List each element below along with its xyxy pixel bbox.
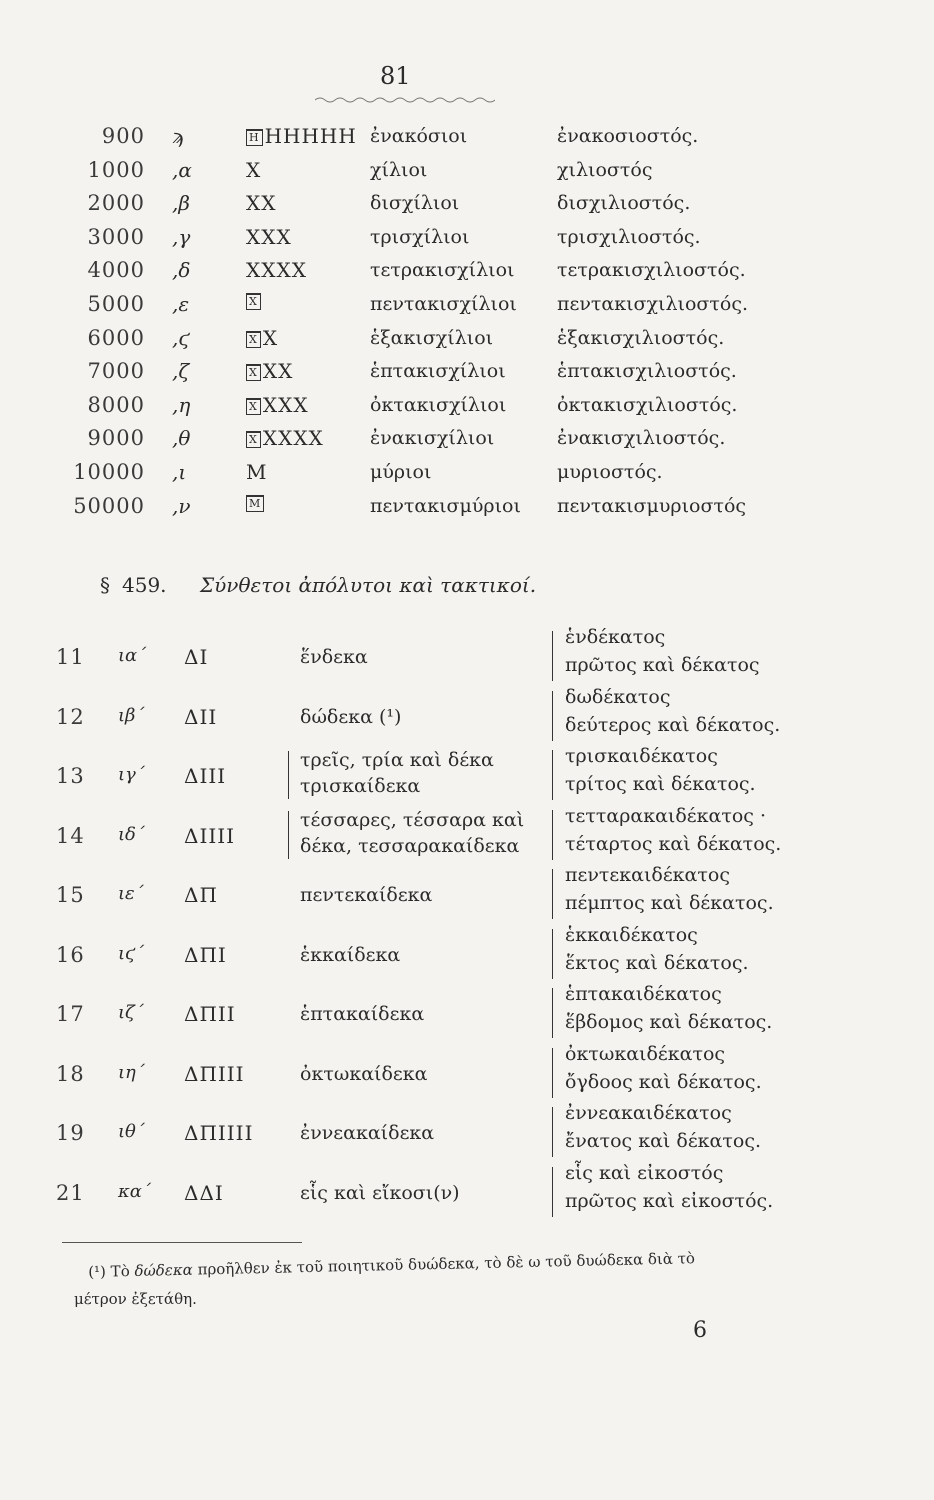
greek-letter-numeral: ιζ΄ [118,1002,144,1023]
cardinal-word: μύριοι [370,461,432,483]
numeral-value: 12 [56,705,85,729]
numeral-value: 19 [56,1121,85,1145]
cardinal-word: ἑκκαίδεκα [300,944,401,966]
brace [552,810,553,860]
cardinal-word: εἷς καὶ εἴκοσι(ν) [300,1182,460,1204]
cardinal-word: ἐνακισχίλιοι [370,427,495,449]
attic-symbols: XX [246,191,277,215]
ordinal-word: ἑξακισχιλιοστός. [557,327,725,349]
ordinal-word: ἑπτακισχιλιοστός. [557,360,737,382]
cardinal-word: δισχίλιοι [370,192,460,214]
attic-symbols: XXX [246,225,292,249]
brace [552,1107,553,1157]
numeral-value: 13 [56,764,85,788]
footnote-marker: (¹) [88,1262,107,1281]
attic-numeral [246,460,267,484]
attic-boxed-symbol: H [246,129,263,146]
numeral-value: 14 [56,824,85,848]
greek-letter-numeral: ιβ΄ [118,705,145,726]
greek-letter-numeral: ϡ [172,124,184,148]
attic-numeral: ΔΙΙΙΙ [184,824,236,848]
numeral-value: 11 [56,645,85,669]
greek-letter-numeral: ,θ [172,426,191,450]
ordinal-word: ὀκτωκαιδέκατος [565,1043,726,1065]
cardinal-word: ἐννεακαίδεκα [300,1122,435,1144]
ordinal-word: ἐννεακαιδέκατος [565,1102,732,1124]
section-title: Σύνθετοι ἀπόλυτοι καὶ τακτικοί. [200,573,537,597]
ordinal-word: τετταρακαιδέκατος · [565,805,767,827]
ordinal-word: πεντακισμυριοστός [557,495,747,517]
greek-letter-numeral: ,α [172,158,192,182]
ordinal-word: πεντακισχιλιοστός. [557,293,749,315]
footer-page-number: 6 [693,1318,707,1343]
attic-numeral: ΔΠΙ [184,943,227,967]
ordinal-word: ἑκκαιδέκατος [565,924,698,946]
brace [552,988,553,1038]
greek-letter-numeral: ιϛ΄ [118,943,145,964]
numeral-value: 50000 [73,494,145,518]
attic-numeral [246,426,324,450]
attic-symbols: XXXX [262,426,324,450]
cardinal-word: τετρακισχίλιοι [370,259,515,281]
attic-symbols: XXXX [246,258,307,282]
cardinal-word: ἑπτακαίδεκα [300,1003,425,1025]
header-ornament [315,96,495,104]
attic-numeral [246,393,309,417]
greek-letter-numeral: ιγ΄ [118,764,145,785]
greek-letter-numeral: ,ι [172,460,187,484]
greek-letter-numeral: ιθ΄ [118,1121,145,1142]
ordinal-word: πρῶτος καὶ δέκατος [565,654,760,676]
attic-numeral [246,258,307,282]
greek-letter-numeral: ,ε [172,292,190,316]
ordinal-word: τετρακισχιλιοστός. [557,259,746,281]
ordinal-word: τρισκαιδέκατος [565,745,718,767]
numeral-value: 3000 [87,225,145,249]
attic-numeral: ΔΙΙ [184,705,218,729]
ordinal-word: ὄγδοος καὶ δέκατος. [565,1071,762,1093]
attic-boxed-symbol: M [246,495,264,512]
numeral-value: 21 [56,1181,85,1205]
attic-numeral: ΔΔΙ [184,1181,224,1205]
footnote-italic-word: δώδεκα [134,1260,194,1280]
cardinal-word: τρισκαίδεκα [300,775,421,797]
greek-letter-numeral: ιη΄ [118,1062,145,1083]
cardinal-word: πεντακισμύριοι [370,495,521,517]
attic-numeral [246,158,261,182]
greek-letter-numeral: κα΄ [118,1181,151,1202]
attic-numeral [246,326,278,350]
numeral-value: 6000 [87,326,145,350]
section-mark: § [100,573,110,597]
ordinal-word: μυριοστός. [557,461,663,483]
numeral-value: 9000 [87,426,145,450]
numeral-value: 17 [56,1002,85,1026]
cardinal-word: ἑξακισχίλιοι [370,327,494,349]
attic-symbols: X [262,326,279,350]
greek-letter-numeral: ,β [172,191,190,215]
attic-symbols: XX [262,359,294,383]
numeral-value: 18 [56,1062,85,1086]
attic-numeral [246,191,276,215]
ordinal-word: ἕβδομος καὶ δέκατος. [565,1011,773,1033]
brace [552,1167,553,1217]
numeral-value: 4000 [87,258,145,282]
ordinal-word: ἐνακισχιλιοστός. [557,427,726,449]
attic-numeral [246,292,263,309]
attic-numeral [246,124,357,148]
attic-numeral: ΔΙ [184,645,209,669]
numeral-value: 8000 [87,393,145,417]
cardinal-word: ἕνδεκα [300,646,368,668]
numeral-value: 2000 [87,191,145,215]
numeral-value: 15 [56,883,85,907]
ordinal-word: τρισχιλιοστός. [557,226,701,248]
cardinal-word: ἑπτακισχίλιοι [370,360,506,382]
footnote-prefix: Τὸ [110,1262,130,1281]
greek-letter-numeral: ιδ΄ [118,824,145,845]
attic-symbols: M [246,460,268,484]
attic-numeral [246,359,293,383]
attic-symbols: X [246,158,262,182]
page-number: 81 [380,62,411,90]
numeral-value: 10000 [73,460,145,484]
numeral-value: 5000 [87,292,145,316]
ordinal-word: τρίτος καὶ δέκατος. [565,773,756,795]
attic-numeral [246,225,292,249]
greek-letter-numeral: ,ζ [172,359,190,383]
ordinal-word: ἑνδέκατος [565,626,666,648]
ordinal-word: τέταρτος καὶ δέκατος. [565,833,782,855]
ordinal-word: δισχιλιοστός. [557,192,691,214]
footnote [88,1249,695,1281]
brace [552,869,553,919]
greek-letter-numeral: ιε΄ [118,883,144,904]
attic-symbols: XXX [262,393,309,417]
ordinal-word: ἐνακοσιοστός. [557,125,699,147]
ordinal-word: ὀκτακισχιλιοστός. [557,394,738,416]
numeral-value: 7000 [87,359,145,383]
footnote-line-2: μέτρον ἐξετάθη. [74,1290,197,1308]
attic-numeral: ΔΠΙΙΙΙ [184,1121,254,1145]
greek-letter-numeral: ,η [172,393,191,417]
ordinal-word: ἑπτακαιδέκατος [565,983,722,1005]
greek-letter-numeral: ,ϛ [172,326,190,350]
section-number: 459. [122,573,167,597]
cardinal-word: πεντακισχίλιοι [370,293,517,315]
attic-boxed-symbol: X [246,431,261,448]
attic-numeral [246,494,266,511]
brace [552,631,553,681]
cardinal-word: ἐνακόσιοι [370,125,468,147]
attic-boxed-symbol: X [246,293,261,310]
ordinal-word: εἷς καὶ εἰκοστός [565,1162,724,1184]
ordinal-word: πεντεκαιδέκατος [565,864,730,886]
attic-numeral: ΔΠ [184,883,218,907]
brace [552,1048,553,1098]
cardinal-word: χίλιοι [370,159,428,181]
numeral-value: 16 [56,943,85,967]
ordinal-word: δωδέκατος [565,686,671,708]
attic-numeral: ΔΙΙΙ [184,764,227,788]
cardinal-word: ὀκτακισχίλιοι [370,394,507,416]
brace [552,691,553,741]
footnote-text: προῆλθεν ἐκ τοῦ ποιητικοῦ δυώδεκα, τὸ δὲ ω τοῦ δυώδεκα διὰ τὸ [197,1249,696,1279]
cardinal-word: ὀκτωκαίδεκα [300,1063,428,1085]
brace [552,750,553,800]
brace [288,811,289,859]
ordinal-word: δεύτερος καὶ δέκατος. [565,714,781,736]
cardinal-word: πεντεκαίδεκα [300,884,433,906]
greek-letter-numeral: ,ν [172,494,191,518]
footnote-rule [62,1242,302,1243]
ordinal-word: πρῶτος καὶ εἰκοστός. [565,1190,774,1212]
greek-letter-numeral: ,γ [172,225,191,249]
ordinal-word: πέμπτος καὶ δέκατος. [565,892,774,914]
greek-letter-numeral: ,δ [172,258,191,282]
ordinal-word: χιλιοστός [557,159,653,181]
cardinal-word: δέκα, τεσσαρακαίδεκα [300,835,520,857]
numeral-value: 1000 [87,158,145,182]
attic-numeral: ΔΠΙΙ [184,1002,236,1026]
cardinal-word: τέσσαρες, τέσσαρα καὶ [300,809,525,831]
cardinal-word: τρισχίλιοι [370,226,470,248]
numeral-value: 900 [101,124,145,148]
cardinal-word: τρεῖς, τρία καὶ δέκα [300,749,494,771]
attic-boxed-symbol: X [246,364,261,381]
ordinal-word: ἕκτος καὶ δέκατος. [565,952,749,974]
attic-numeral: ΔΠΙΙΙ [184,1062,245,1086]
cardinal-word: δώδεκα (¹) [300,706,402,728]
brace [552,929,553,979]
brace [288,751,289,799]
attic-boxed-symbol: X [246,398,261,415]
greek-letter-numeral: ια΄ [118,645,147,666]
ordinal-word: ἔνατος καὶ δέκατος. [565,1130,762,1152]
attic-symbols: HHHHH [264,124,357,148]
attic-boxed-symbol: X [246,331,261,348]
